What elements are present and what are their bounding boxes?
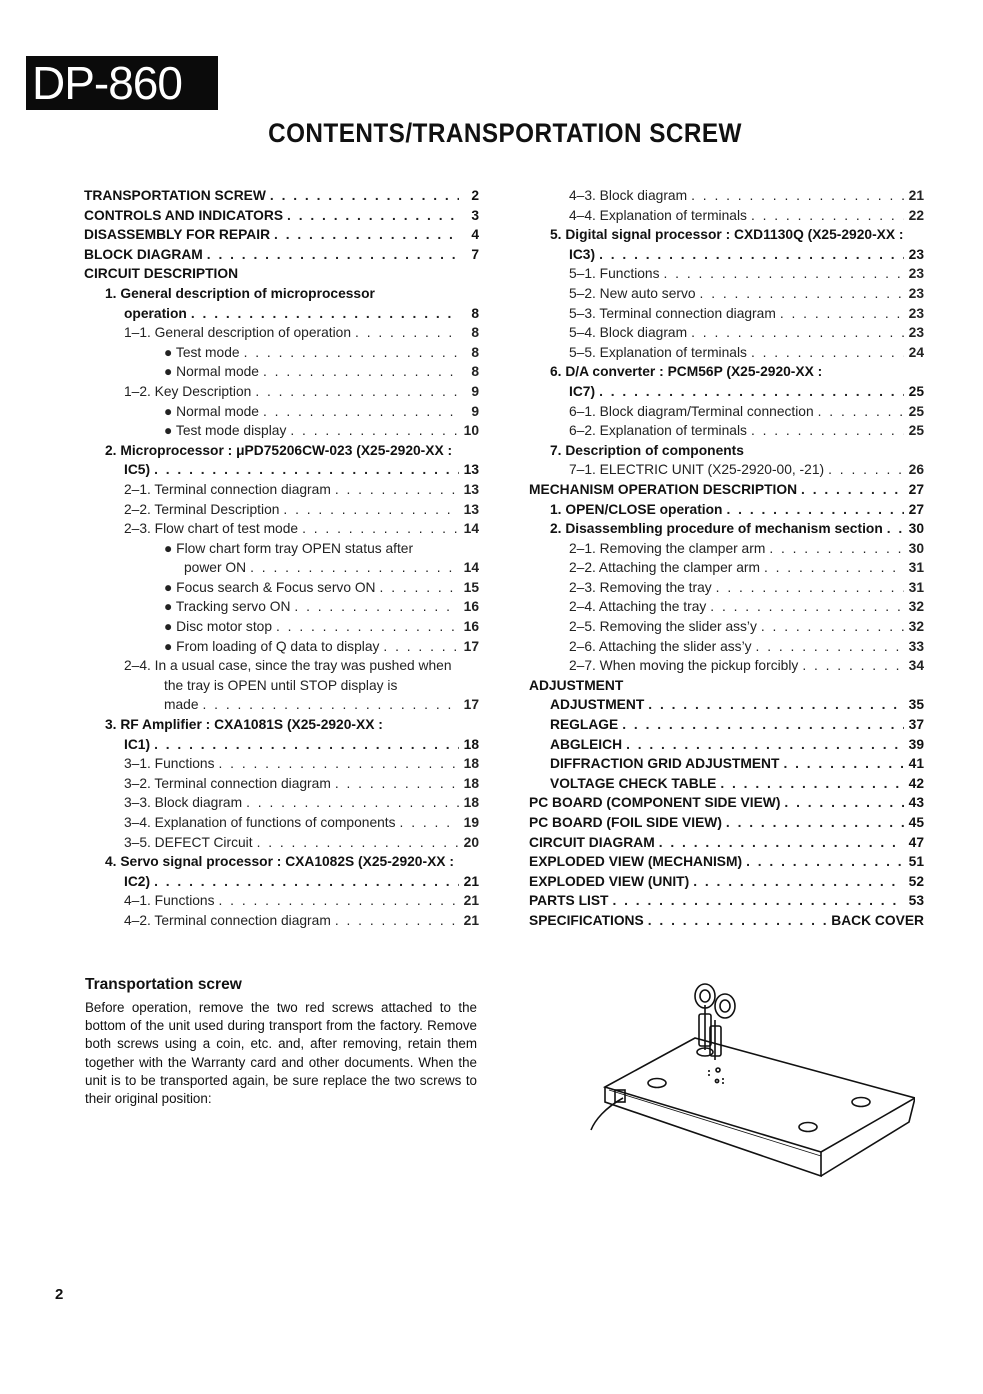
toc-entry (529, 443, 924, 463)
toc-leader-dots (154, 737, 459, 752)
toc-entry-page: 21 (908, 188, 924, 203)
toc-leader-dots (400, 815, 459, 830)
toc-entry-page: 25 (908, 403, 924, 419)
toc-entry-page: 53 (908, 893, 924, 909)
toc-entry-title: IC7) (569, 383, 596, 399)
toc-entry (529, 599, 924, 619)
toc-entry-title: ● Test mode display (164, 423, 287, 439)
toc-leader-dots (383, 639, 459, 654)
toc-leader-dots (219, 756, 459, 771)
toc-entry-page: 47 (908, 834, 924, 850)
toc-entry-title: 2–2. Attaching the clamper arm (569, 560, 760, 576)
toc-entry-title: 2–5. Removing the slider ass’y (569, 619, 757, 635)
toc-entry-page: 27 (908, 481, 924, 497)
toc-entry-title: 5–4. Block diagram (569, 325, 688, 341)
toc-entry (529, 639, 924, 659)
toc-leader-dots (769, 541, 904, 556)
toc-entry (529, 874, 924, 894)
toc-entry (84, 815, 479, 835)
toc-entry-page: 8 (471, 305, 479, 321)
toc-leader-dots (887, 521, 904, 536)
toc-leader-dots (648, 697, 904, 712)
toc-entry (84, 697, 479, 717)
toc-entry-title: ABGLEICH (550, 736, 623, 752)
toc-entry-title: 2–6. Attaching the slider ass’y (569, 638, 752, 654)
toc-entry-page: 23 (908, 305, 924, 321)
toc-entry (529, 560, 924, 580)
toc-leader-dots (612, 893, 904, 908)
toc-entry-page: 14 (463, 521, 479, 537)
toc-leader-dots (746, 854, 904, 869)
toc-entry (529, 913, 924, 933)
toc-entry-title: 3–5. DEFECT Circuit (124, 834, 253, 850)
toc-entry (529, 697, 924, 717)
toc-entry-title: TRANSPORTATION SCREW (84, 188, 266, 203)
toc-entry (529, 208, 924, 228)
toc-entry-title: 5–3. Terminal connection diagram (569, 305, 776, 321)
toc-leader-dots (783, 756, 904, 771)
toc-entry (529, 717, 924, 737)
toc-entry-title: 3–4. Explanation of functions of components (124, 815, 396, 830)
toc-entry-title: ADJUSTMENT (529, 677, 624, 693)
toc-leader-dots (302, 521, 459, 536)
toc-entry-page: 9 (471, 383, 479, 399)
toc-entry-page: 27 (908, 501, 924, 517)
toc-leader-dots (727, 502, 905, 517)
toc-leader-dots (257, 835, 459, 850)
toc-entry-page: 23 (908, 266, 924, 282)
toc-leader-dots (818, 404, 904, 419)
toc-entry (529, 384, 924, 404)
toc-entry (84, 756, 479, 776)
toc-leader-dots (244, 345, 459, 360)
toc-entry-title: IC3) (569, 246, 596, 262)
toc-entry-page: 34 (908, 658, 924, 674)
toc-entry (84, 678, 479, 698)
toc-entry-page: 17 (463, 638, 479, 654)
toc-left-column (84, 188, 479, 933)
toc-entry (84, 776, 479, 796)
toc-entry-title: 4. Servo signal processor : CXA1082S (X25-2920-XX : (105, 854, 454, 870)
toc-leader-dots (599, 384, 904, 399)
toc-leader-dots (801, 482, 904, 497)
toc-leader-dots (207, 247, 459, 262)
toc-entry-page: 2 (471, 188, 479, 203)
toc-leader-dots (626, 737, 904, 752)
toc-entry-page: 4 (471, 227, 479, 243)
toc-entry-title: PC BOARD (COMPONENT SIDE VIEW) (529, 795, 781, 811)
toc-entry-title: 2–1. Removing the clamper arm (569, 540, 766, 556)
toc-entry-title: 7–1. ELECTRIC UNIT (X25-2920-00, -21) (569, 462, 825, 478)
toc-entry-page: 8 (471, 325, 479, 341)
toc-entry-title: ● Tracking servo ON (164, 599, 291, 615)
toc-entry-page: 22 (908, 207, 924, 223)
toc-entry (529, 306, 924, 326)
toc-entry-title: 2–7. When moving the pickup forcibly (569, 658, 799, 674)
toc-entry-title: BLOCK DIAGRAM (84, 246, 203, 262)
toc-entry-title: PARTS LIST (529, 893, 609, 909)
toc-entry-title: PC BOARD (FOIL SIDE VIEW) (529, 815, 722, 830)
toc-entry-page: 42 (908, 775, 924, 791)
toc-entry-page: 30 (908, 521, 924, 537)
toc-leader-dots (283, 502, 459, 517)
toc-leader-dots (780, 306, 904, 321)
toc-leader-dots (659, 835, 904, 850)
toc-entry (529, 502, 924, 522)
toc-leader-dots (274, 227, 459, 242)
toc-entry-title: 4–4. Explanation of terminals (569, 207, 747, 223)
toc-entry (529, 423, 924, 443)
toc-leader-dots (290, 423, 459, 438)
toc-entry-title: power ON (184, 560, 247, 576)
toc-entry (84, 208, 479, 228)
toc-entry-title: operation (124, 305, 187, 321)
toc-entry-title: 2–3. Removing the tray (569, 579, 712, 595)
toc-leader-dots (700, 286, 904, 301)
toc-entry (84, 560, 479, 580)
toc-leader-dots (250, 560, 459, 575)
toc-entry (84, 795, 479, 815)
toc-leader-dots (203, 697, 459, 712)
toc-entry-page: 15 (463, 579, 479, 595)
toc-entry (84, 521, 479, 541)
toc-entry (529, 678, 924, 698)
toc-entry-page: 13 (463, 462, 479, 478)
toc-leader-dots (751, 345, 904, 360)
toc-entry-title: 1. General description of microprocessor (105, 285, 375, 301)
toc-entry-title: 6–1. Block diagram/Terminal connection (569, 403, 814, 419)
toc-entry-page: 18 (463, 795, 479, 811)
toc-entry-title: MECHANISM OPERATION DESCRIPTION (529, 481, 798, 497)
toc-leader-dots (710, 599, 904, 614)
toc-entry-page: 13 (463, 481, 479, 497)
toc-entry (84, 541, 479, 561)
toc-entry (529, 795, 924, 815)
toc-leader-dots (691, 188, 904, 203)
toc-entry-page: 19 (463, 815, 479, 830)
toc-entry-title: 2–1. Terminal connection diagram (124, 481, 331, 497)
toc-entry-page: 33 (908, 638, 924, 654)
toc-entry (84, 364, 479, 384)
toc-entry-title: DIFFRACTION GRID ADJUSTMENT (550, 756, 780, 772)
toc-entry (529, 364, 924, 384)
toc-leader-dots (622, 717, 904, 732)
toc-leader-dots (270, 188, 459, 203)
toc-entry-page: 23 (908, 285, 924, 301)
toc-entry (529, 541, 924, 561)
toc-entry (529, 462, 924, 482)
toc-entry (84, 835, 479, 855)
toc-entry (84, 913, 479, 933)
toc-entry-page: 14 (463, 560, 479, 576)
toc-entry-title: ● Focus search & Focus servo ON (164, 579, 376, 595)
toc-entry (84, 227, 479, 247)
toc-entry (84, 266, 479, 286)
toc-entry (84, 874, 479, 894)
toc-entry (84, 404, 479, 424)
toc-entry-title: REGLAGE (550, 717, 619, 733)
toc-entry-title: ● Normal mode (164, 403, 259, 419)
toc-entry (529, 619, 924, 639)
toc-leader-dots (335, 913, 459, 928)
toc-entry-title: 1–2. Key Description (124, 383, 252, 399)
toc-entry-page: 17 (463, 697, 479, 713)
toc-entry-title: IC1) (124, 736, 151, 752)
toc-leader-dots (599, 247, 904, 262)
toc-entry (84, 854, 479, 874)
toc-entry-title: ● Normal mode (164, 364, 259, 380)
toc-leader-dots (287, 208, 459, 223)
toc-entry-page: 31 (908, 560, 924, 576)
toc-entry-title: CIRCUIT DIAGRAM (529, 834, 655, 850)
toc-entry (84, 188, 479, 208)
unit-bottom-illustration (585, 980, 915, 1195)
toc-entry (529, 325, 924, 345)
toc-entry-title: 2–2. Terminal Description (124, 501, 280, 517)
page-title: CONTENTS/TRANSPORTATION SCREW (268, 118, 742, 148)
toc-entry-page: 8 (471, 364, 479, 380)
toc-leader-dots (716, 580, 904, 595)
toc-entry-title: EXPLODED VIEW (MECHANISM) (529, 854, 743, 870)
toc-entry-title: 5–5. Explanation of terminals (569, 344, 747, 360)
toc-entry-page: 45 (908, 815, 924, 830)
toc-leader-dots (693, 874, 904, 889)
toc-entry-page: 26 (908, 462, 924, 478)
toc-entry-page: 23 (908, 325, 924, 341)
toc-entry (529, 756, 924, 776)
transportation-screw-text: Before operation, remove the two red screws attached to the bottom of the unit used during transport from the factory. Remove both screws using a coin, etc. and, after removing, retain them together with the Warranty card and other documents. When the unit is to be transported again, be sure replace the two screws to their original position: (85, 1000, 477, 1107)
toc-entry-page: 39 (908, 736, 924, 752)
toc-entry (84, 658, 479, 678)
toc-entry-title: 6. D/A converter : PCM56P (X25-2920-XX : (550, 364, 823, 380)
toc-entry-page: 8 (471, 344, 479, 360)
toc-leader-dots (726, 815, 904, 830)
toc-entry (84, 580, 479, 600)
toc-entry (529, 776, 924, 796)
toc-entry-page: 52 (908, 873, 924, 889)
toc-entry-title: 2–4. In a usual case, since the tray was pushed when (124, 658, 452, 674)
toc-entry-page: 23 (908, 246, 924, 262)
toc-entry-page: 21 (463, 873, 479, 889)
toc-entry (84, 639, 479, 659)
toc-entry (529, 580, 924, 600)
toc-leader-dots (720, 776, 904, 791)
transportation-screw-heading: Transportation screw (85, 976, 242, 993)
toc-entry-title: 3–1. Functions (124, 756, 215, 772)
toc-leader-dots (355, 325, 459, 340)
toc-entry (84, 384, 479, 404)
toc-entry-page: 32 (908, 619, 924, 635)
toc-entry (84, 893, 479, 913)
toc-leader-dots (335, 776, 459, 791)
toc-leader-dots (154, 874, 459, 889)
toc-entry (529, 893, 924, 913)
toc-entry-title: ● Test mode (164, 344, 240, 360)
toc-right-column (529, 188, 924, 933)
toc-leader-dots (751, 208, 904, 223)
page-number: 2 (55, 1286, 64, 1303)
toc-entry (84, 325, 479, 345)
toc-leader-dots (335, 482, 459, 497)
toc-entry-title: 4–2. Terminal connection diagram (124, 912, 331, 928)
toc-entry-title: 3. RF Amplifier : CXA1081S (X25-2920-XX : (105, 717, 383, 733)
toc-leader-dots (664, 266, 904, 281)
toc-entry (529, 227, 924, 247)
toc-entry-page: 16 (463, 619, 479, 635)
toc-entry (529, 482, 924, 502)
toc-entry-page: 51 (908, 854, 924, 870)
toc-entry-page: 43 (908, 795, 924, 811)
toc-entry-title: ● From loading of Q data to display (164, 638, 380, 654)
toc-entry (84, 599, 479, 619)
toc-entry-title: ADJUSTMENT (550, 697, 645, 713)
toc-entry (84, 717, 479, 737)
toc-entry-title: 2. Disassembling procedure of mechanism section (550, 521, 883, 537)
toc-entry (84, 482, 479, 502)
toc-entry-title: VOLTAGE CHECK TABLE (550, 775, 717, 791)
toc-entry-page: 24 (908, 344, 924, 360)
toc-entry (84, 619, 479, 639)
toc-entry-page: 21 (463, 912, 479, 928)
toc-entry (529, 286, 924, 306)
toc-entry (529, 188, 924, 208)
toc-leader-dots (761, 619, 904, 634)
toc-entry (529, 658, 924, 678)
toc-entry (84, 345, 479, 365)
toc-entry-title: ● Disc motor stop (164, 619, 273, 635)
toc-leader-dots (751, 423, 904, 438)
toc-entry-page: 25 (908, 423, 924, 439)
toc-entry (84, 247, 479, 267)
toc-entry-title: CIRCUIT DESCRIPTION (84, 266, 239, 282)
toc-entry-title: IC2) (124, 873, 151, 889)
toc-entry-page: 37 (908, 717, 924, 733)
toc-entry-page: 31 (908, 579, 924, 595)
toc-entry-title: ● Flow chart form tray OPEN status after (164, 540, 414, 556)
toc-entry-title: 5. Digital signal processor : CXD1130Q (X25-2920-XX : (550, 227, 904, 243)
toc-entry (529, 345, 924, 365)
toc-leader-dots (756, 639, 904, 654)
toc-entry-title: IC5) (124, 462, 151, 478)
toc-entry (84, 443, 479, 463)
toc-leader-dots (263, 364, 459, 379)
toc-leader-dots (191, 306, 459, 321)
toc-entry-page: 13 (463, 501, 479, 517)
toc-entry (529, 815, 924, 835)
toc-entry-title: DISASSEMBLY FOR REPAIR (84, 227, 271, 243)
toc-entry (529, 854, 924, 874)
toc-entry-title: 3–3. Block diagram (124, 795, 243, 811)
toc-entry-title: 6–2. Explanation of terminals (569, 423, 747, 439)
toc-leader-dots (255, 384, 459, 399)
toc-entry-title: made (164, 697, 199, 713)
toc-entry-page: BACK COVER (831, 912, 924, 928)
toc-entry-title: 4–1. Functions (124, 893, 215, 909)
toc-entry-page: 10 (463, 423, 479, 439)
toc-entry-page: 20 (463, 834, 479, 850)
toc-entry-title: 1. OPEN/CLOSE operation (550, 501, 723, 517)
toc-leader-dots (691, 325, 904, 340)
toc-entry-page: 21 (463, 893, 479, 909)
toc-entry (529, 247, 924, 267)
toc-leader-dots (154, 462, 459, 477)
toc-entry-title: 2–3. Flow chart of test mode (124, 521, 299, 537)
toc-entry-page: 35 (908, 697, 924, 713)
toc-leader-dots (380, 580, 459, 595)
toc-entry-title: 2–4. Attaching the tray (569, 599, 707, 615)
toc-entry (529, 835, 924, 855)
toc-entry-page: 18 (463, 756, 479, 772)
toc-leader-dots (219, 893, 459, 908)
toc-entry-title: 7. Description of components (550, 442, 744, 458)
toc-leader-dots (294, 599, 459, 614)
toc-entry-title: CONTROLS AND INDICATORS (84, 207, 284, 223)
toc-entry (84, 462, 479, 482)
toc-leader-dots (828, 462, 904, 477)
toc-entry (529, 737, 924, 757)
toc-entry-page: 3 (471, 207, 479, 223)
toc-entry (529, 404, 924, 424)
toc-entry (84, 286, 479, 306)
toc-entry-page: 18 (463, 736, 479, 752)
toc-entry (84, 502, 479, 522)
toc-entry (84, 737, 479, 757)
toc-leader-dots (784, 795, 904, 810)
toc-entry-title: 1–1. General description of operation (124, 325, 352, 341)
toc-entry (84, 423, 479, 443)
toc-leader-dots (276, 619, 459, 634)
toc-entry-title: 4–3. Block diagram (569, 188, 688, 203)
toc-leader-dots (802, 658, 904, 673)
toc-entry-page: 25 (908, 383, 924, 399)
toc-entry-title: 3–2. Terminal connection diagram (124, 775, 331, 791)
toc-entry-page: 9 (471, 403, 479, 419)
toc-entry-page: 16 (463, 599, 479, 615)
toc-entry-page: 7 (471, 246, 479, 262)
toc-entry-title: the tray is OPEN until STOP display is (164, 677, 398, 693)
toc-entry-page: 41 (908, 756, 924, 772)
toc-entry-page: 30 (908, 540, 924, 556)
toc-leader-dots (263, 404, 459, 419)
model-name-badge: DP-860 (26, 56, 218, 110)
toc-leader-dots (648, 913, 828, 928)
toc-entry (529, 521, 924, 541)
toc-entry-title: 5–1. Functions (569, 266, 660, 282)
toc-entry-title: 5–2. New auto servo (569, 285, 696, 301)
toc-entry-page: 32 (908, 599, 924, 615)
toc-entry-page: 18 (463, 775, 479, 791)
toc-entry-title: 2. Microprocessor : μPD75206CW-023 (X25-2920-XX : (105, 442, 453, 458)
toc-leader-dots (764, 560, 904, 575)
toc-entry (84, 306, 479, 326)
toc-leader-dots (246, 795, 459, 810)
toc-entry-title: EXPLODED VIEW (UNIT) (529, 873, 690, 889)
toc-entry (529, 266, 924, 286)
toc-entry-title: SPECIFICATIONS (529, 912, 644, 928)
